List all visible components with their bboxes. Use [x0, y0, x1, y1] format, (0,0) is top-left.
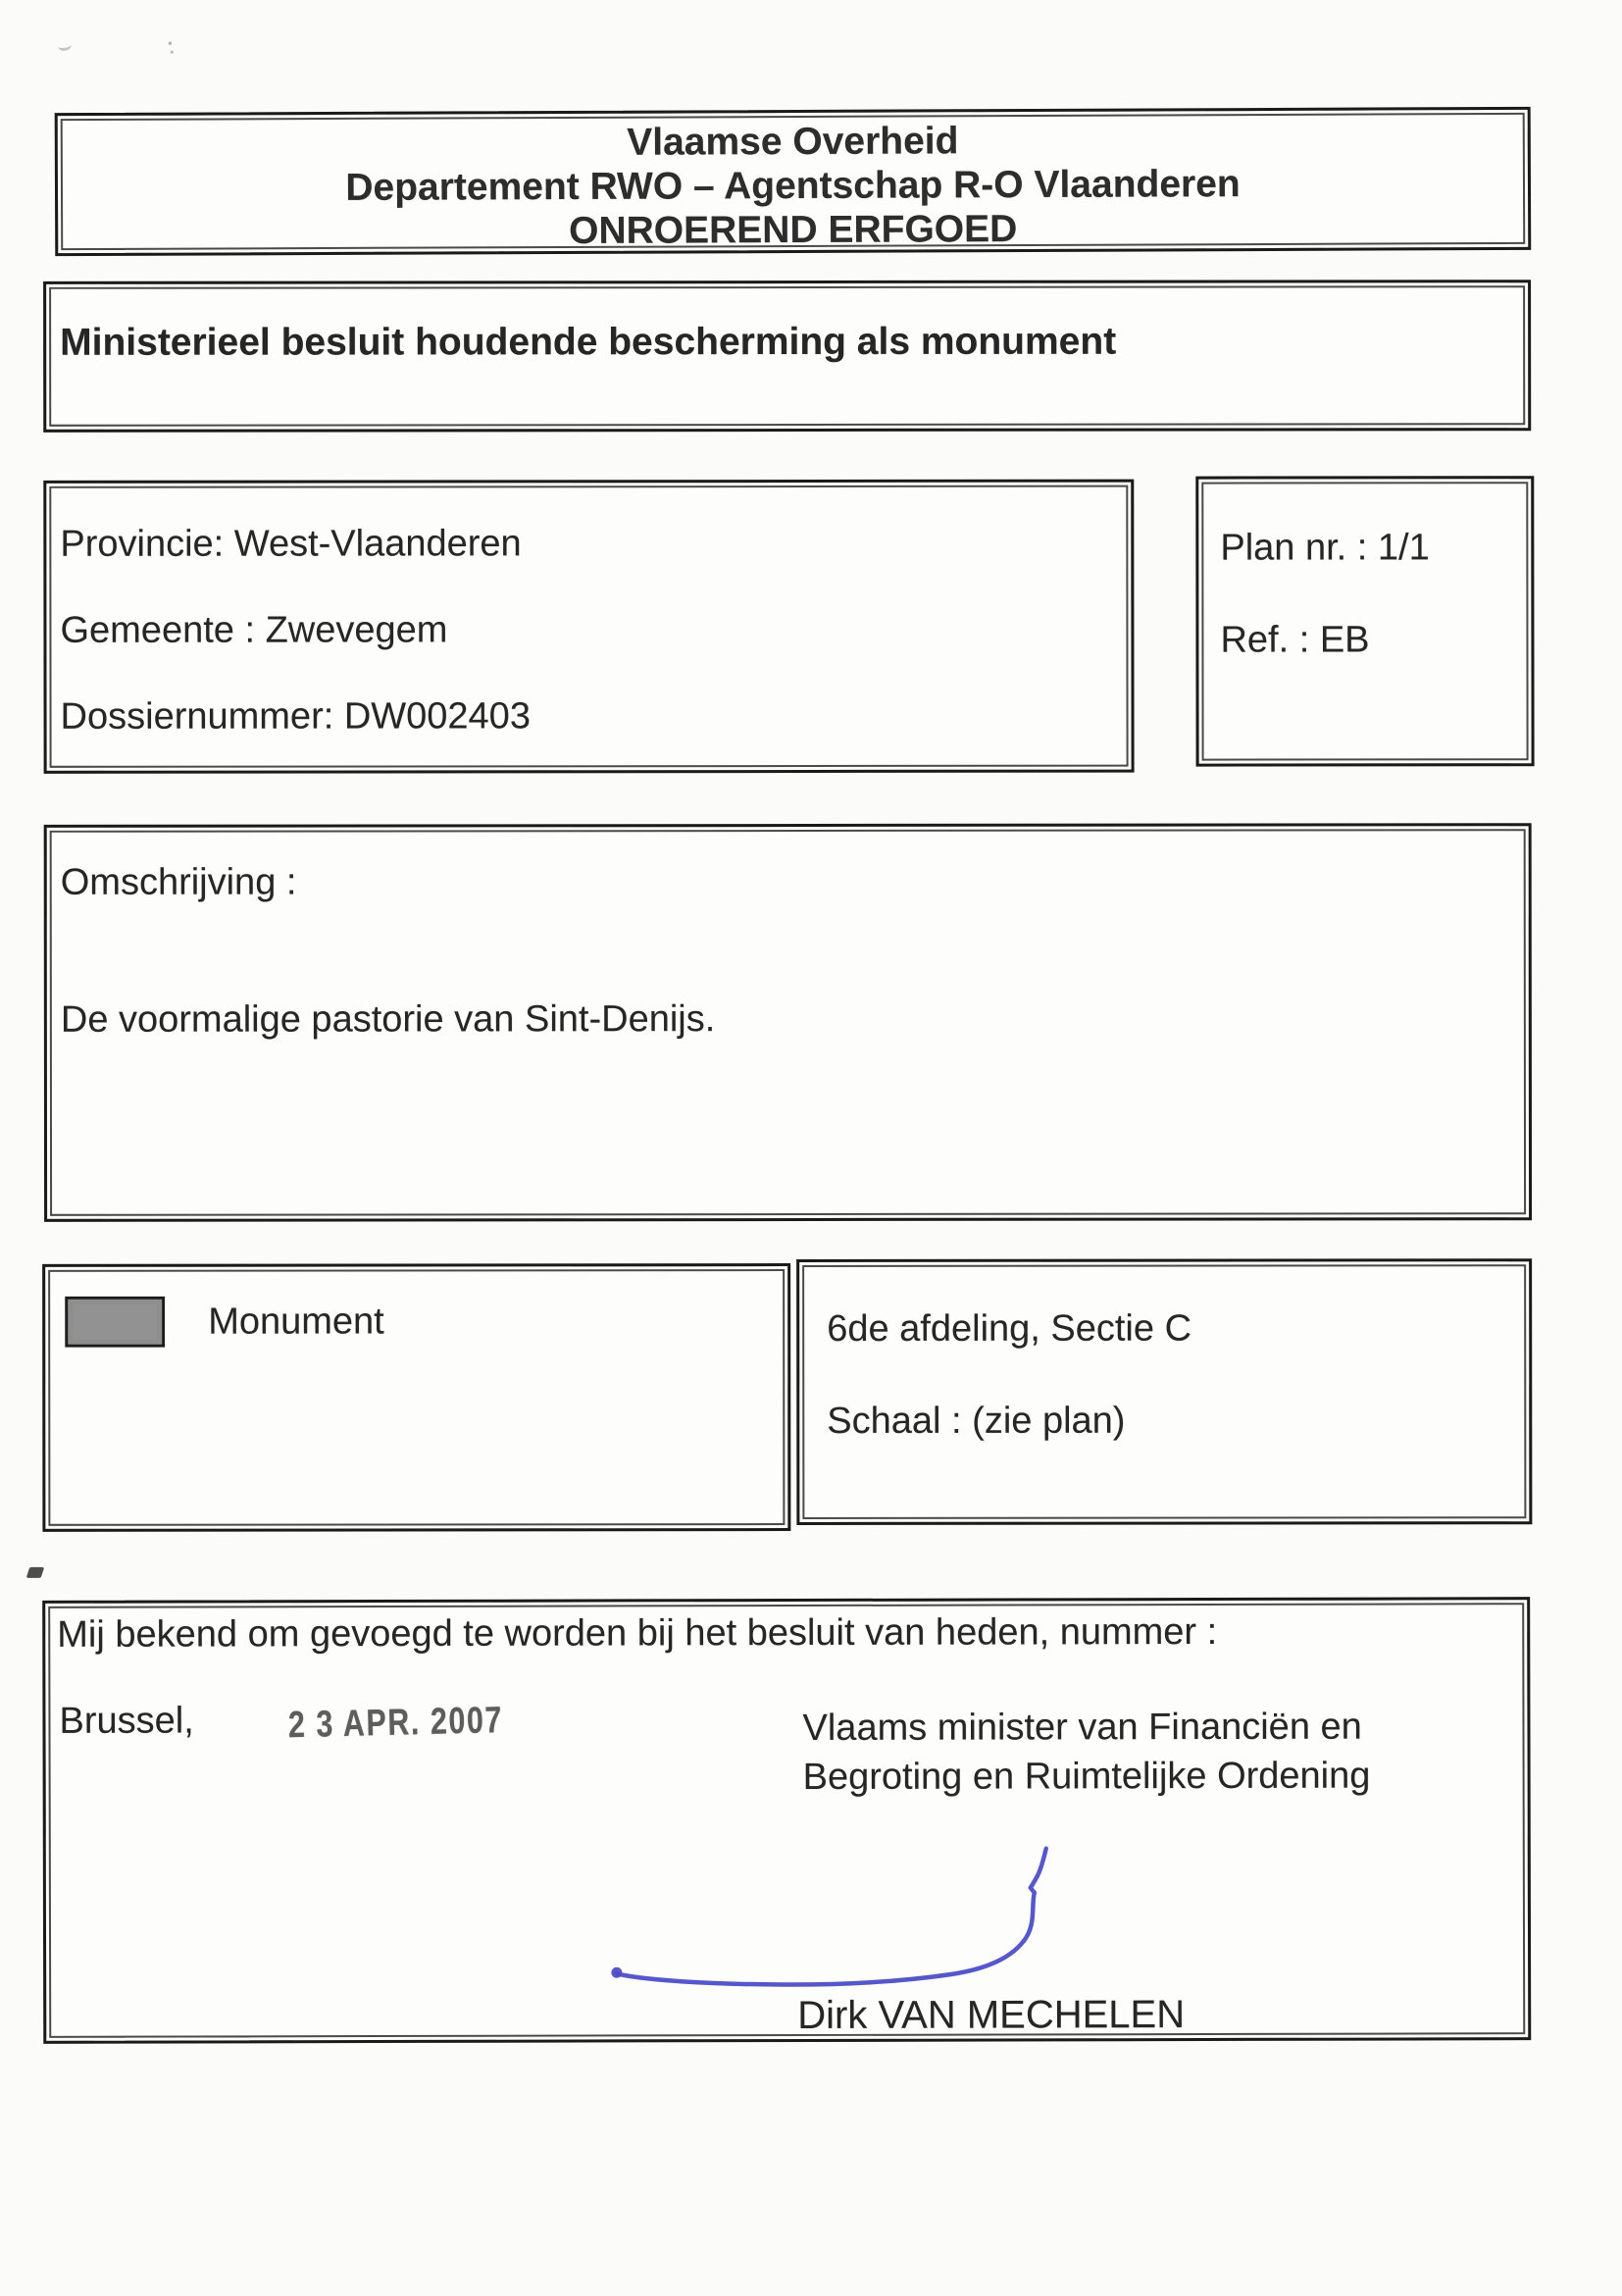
swatch-texture — [73, 1304, 157, 1340]
section-line: 6de afdeling, Sectie C — [827, 1307, 1192, 1350]
municipality-line: Gemeente : Zwevegem — [60, 609, 448, 651]
scan-speckle — [26, 1567, 45, 1578]
org-department: Departement RWO – Agentschap R-O Vlaanderen — [345, 163, 1241, 209]
minister-title-line1: Vlaams minister van Financiën en — [802, 1706, 1362, 1749]
signer-name: Dirk VAN MECHELEN — [797, 1993, 1186, 2037]
decree-title-box — [43, 280, 1531, 433]
attestation-line: Mij bekend om gevoegd te worden bij het besluit van heden, nummer : — [57, 1610, 1218, 1656]
decree-title: Ministerieel besluit houdende bescherming als monument — [60, 320, 1117, 364]
org-division: ONROEREND ERFGOED — [568, 208, 1018, 252]
legend-label: Monument — [208, 1301, 384, 1343]
minister-title — [802, 1703, 1370, 1802]
description-text: De voormalige pastorie van Sint-Denijs. — [60, 998, 716, 1041]
reference-line: Ref. : EB — [1220, 619, 1370, 661]
province-line: Provincie: West-Vlaanderen — [60, 523, 522, 565]
cadastral-section-box — [796, 1258, 1532, 1525]
city-line: Brussel, — [59, 1700, 194, 1742]
scan-speckle — [169, 42, 172, 45]
header-box — [55, 107, 1532, 256]
date-stamp: 2 3 APR. 2007 — [287, 1700, 504, 1747]
monument-color-swatch — [65, 1297, 165, 1348]
org-name: Vlaamse Overheid — [627, 120, 959, 164]
signature-box — [42, 1597, 1531, 2044]
plan-ref-box — [1195, 476, 1534, 766]
plan-number-line: Plan nr. : 1/1 — [1220, 527, 1430, 569]
scan-speckle — [57, 39, 72, 52]
description-box — [44, 823, 1532, 1222]
scale-line: Schaal : (zie plan) — [827, 1400, 1126, 1442]
dossier-number-line: Dossiernummer: DW002403 — [60, 695, 531, 738]
description-label: Omschrijving : — [60, 861, 297, 903]
legend-box — [42, 1263, 790, 1532]
minister-title-line2: Begroting en Ruimtelijke Ordening — [802, 1755, 1371, 1798]
location-info-box — [43, 480, 1134, 774]
